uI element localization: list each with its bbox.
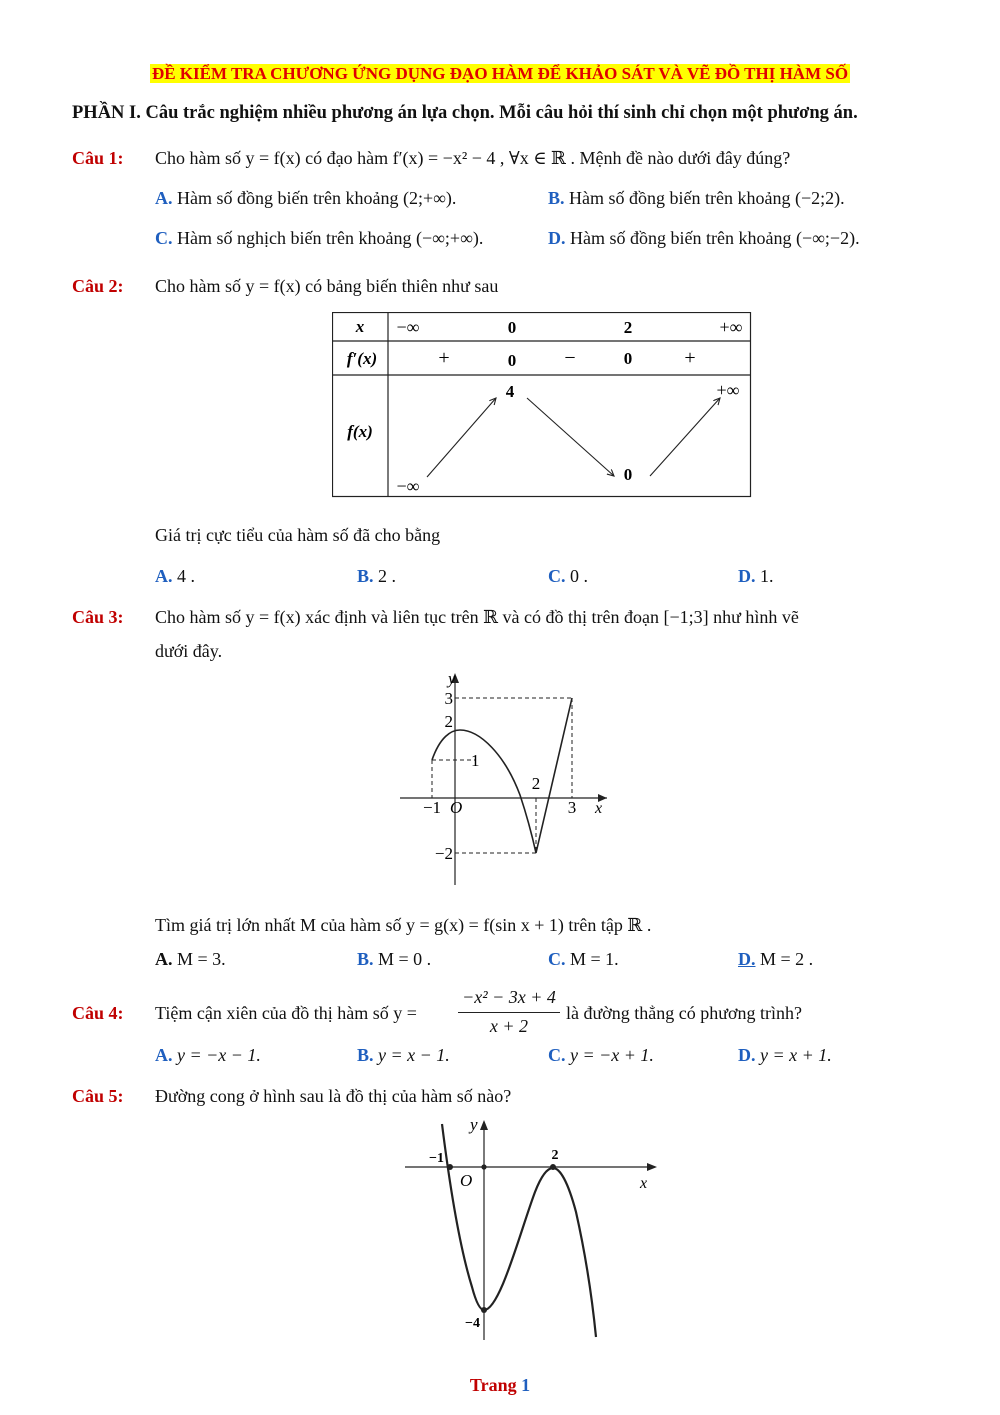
table-fp-plus-1: + — [438, 347, 450, 369]
q3-xm1-label: −1 — [422, 798, 442, 817]
q3-text-2: dưới đây. — [155, 641, 223, 661]
q3-ym2-label: −2 — [434, 844, 453, 863]
q4-label: Câu 4: — [72, 1003, 124, 1023]
q4-option-d: D. y = x + 1. — [738, 1045, 832, 1065]
table-f-pos-inf: +∞ — [716, 380, 740, 400]
q3-origin-label: O — [450, 798, 463, 817]
q3-option-b: B. M = 0 . — [357, 949, 432, 969]
q3-y1-label: 1 — [471, 751, 480, 770]
q1-option-b: B. Hàm số đồng biến trên khoảng (−2;2). — [548, 188, 845, 208]
q5-graph — [400, 1112, 665, 1344]
q3-y-label: y — [448, 669, 456, 688]
q3-x2-label: 2 — [531, 774, 541, 793]
q3-question: Tìm giá trị lớn nhất M của hàm số y = g(x) = f(sin x + 1) trên tập ℝ . — [155, 915, 652, 935]
q2-option-d: D. 1. — [738, 566, 774, 586]
q2-label: Câu 2: — [72, 276, 124, 296]
page-title: ĐỀ KIỂM TRA CHƯƠNG ỨNG DỤNG ĐẠO HÀM ĐỂ KHẢO SÁT VÀ VẼ ĐỒ THỊ HÀM SỐ — [151, 64, 849, 83]
q3-x3-label: 3 — [567, 798, 577, 817]
q3-text-1: Cho hàm số y = f(x) xác định và liên tục trên ℝ và có đồ thị trên đoạn [−1;3] như hình vẽ — [155, 607, 799, 627]
q5-point-neg1 — [447, 1164, 453, 1170]
q1-option-a: A. Hàm số đồng biến trên khoảng (2;+∞). — [155, 188, 457, 208]
q2-option-b: B. 2 . — [357, 566, 397, 586]
q5-origin-label: O — [460, 1171, 473, 1190]
table-x-pos-inf: +∞ — [719, 317, 743, 337]
q4-text-after: là đường thẳng có phương trình? — [566, 1003, 803, 1023]
table-x-0: 0 — [507, 318, 517, 337]
q3-x-label: x — [595, 800, 603, 817]
q5-x2-label: 2 — [551, 1148, 559, 1163]
table-f-min: 0 — [623, 465, 633, 484]
q2-option-c: C. 0 . — [548, 566, 588, 586]
q1-label: Câu 1: — [72, 148, 124, 168]
q3-curve — [432, 698, 572, 853]
table-fp-plus-2: + — [684, 347, 696, 369]
table-fp-minus: − — [564, 347, 576, 369]
q1-option-c: C. Hàm số nghịch biến trên khoảng (−∞;+∞). — [155, 228, 484, 248]
table-f-max: 4 — [505, 382, 515, 401]
q3-option-d: D. M = 2 . — [738, 949, 814, 969]
q3-option-a: A. M = 3. — [155, 949, 226, 969]
q5-y-label: y — [470, 1115, 478, 1134]
q5-point-2 — [550, 1164, 556, 1170]
q4-option-a: A. y = −x − 1. — [155, 1045, 261, 1065]
table-x-2: 2 — [623, 318, 633, 337]
table-x-neg-inf: −∞ — [396, 317, 420, 337]
q5-x-arrow-icon — [647, 1163, 657, 1171]
q2-text: Cho hàm số y = f(x) có bảng biến thiên như sau — [155, 276, 499, 296]
table-arrow-up-1 — [427, 398, 496, 477]
q2-question: Giá trị cực tiểu của hàm số đã cho bằng — [155, 525, 441, 545]
q3-label: Câu 3: — [72, 607, 124, 627]
table-fp-zero-2: 0 — [623, 349, 633, 368]
q3-y2-label: 2 — [444, 712, 453, 731]
table-x-label: x — [355, 317, 365, 336]
table-arrow-up-2 — [650, 398, 720, 476]
table-f-label: f(x) — [347, 422, 373, 441]
page-footer: Trang 1 — [469, 1375, 531, 1395]
table-arrow-down — [527, 398, 614, 476]
table-f-neg-inf: −∞ — [396, 476, 420, 496]
q4-fraction-bar — [458, 1012, 560, 1013]
q3-graph — [395, 665, 615, 890]
q5-ym4-label: −4 — [465, 1316, 480, 1331]
table-fp-label: f′(x) — [346, 349, 378, 368]
q1-option-d: D. Hàm số đồng biến trên khoảng (−∞;−2). — [548, 228, 860, 248]
q5-point-origin — [481, 1164, 486, 1169]
q5-text: Đường cong ở hình sau là đồ thị của hàm số nào? — [155, 1086, 512, 1106]
q3-y3-label: 3 — [444, 689, 453, 708]
q3-option-c: C. M = 1. — [548, 949, 619, 969]
table-fp-zero-1: 0 — [507, 351, 517, 370]
q1-text: Cho hàm số y = f(x) có đạo hàm f′(x) = −x² − 4 , ∀x ∈ ℝ . Mệnh đề nào dưới đây đúng? — [155, 148, 791, 168]
q4-denominator: x + 2 — [489, 1016, 529, 1036]
variation-table — [332, 312, 752, 498]
q5-curve — [442, 1124, 596, 1337]
q2-option-a: A. 4 . — [155, 566, 195, 586]
q5-xm1-label: −1 — [429, 1151, 444, 1166]
q4-option-c: C. y = −x + 1. — [548, 1045, 654, 1065]
q4-option-b: B. y = x − 1. — [357, 1045, 450, 1065]
q5-y-arrow-icon — [480, 1120, 488, 1130]
q4-text-before: Tiệm cận xiên của đồ thị hàm số y = — [155, 1003, 417, 1023]
q5-x-label: x — [640, 1175, 648, 1192]
q5-point-min — [481, 1307, 487, 1313]
q5-label: Câu 5: — [72, 1086, 124, 1106]
q4-numerator: −x² − 3x + 4 — [462, 987, 556, 1007]
part-heading: PHẦN I. Câu trắc nghiệm nhiều phương án lựa chọn. Mỗi câu hỏi thí sinh chỉ chọn một phương án. — [72, 103, 858, 123]
